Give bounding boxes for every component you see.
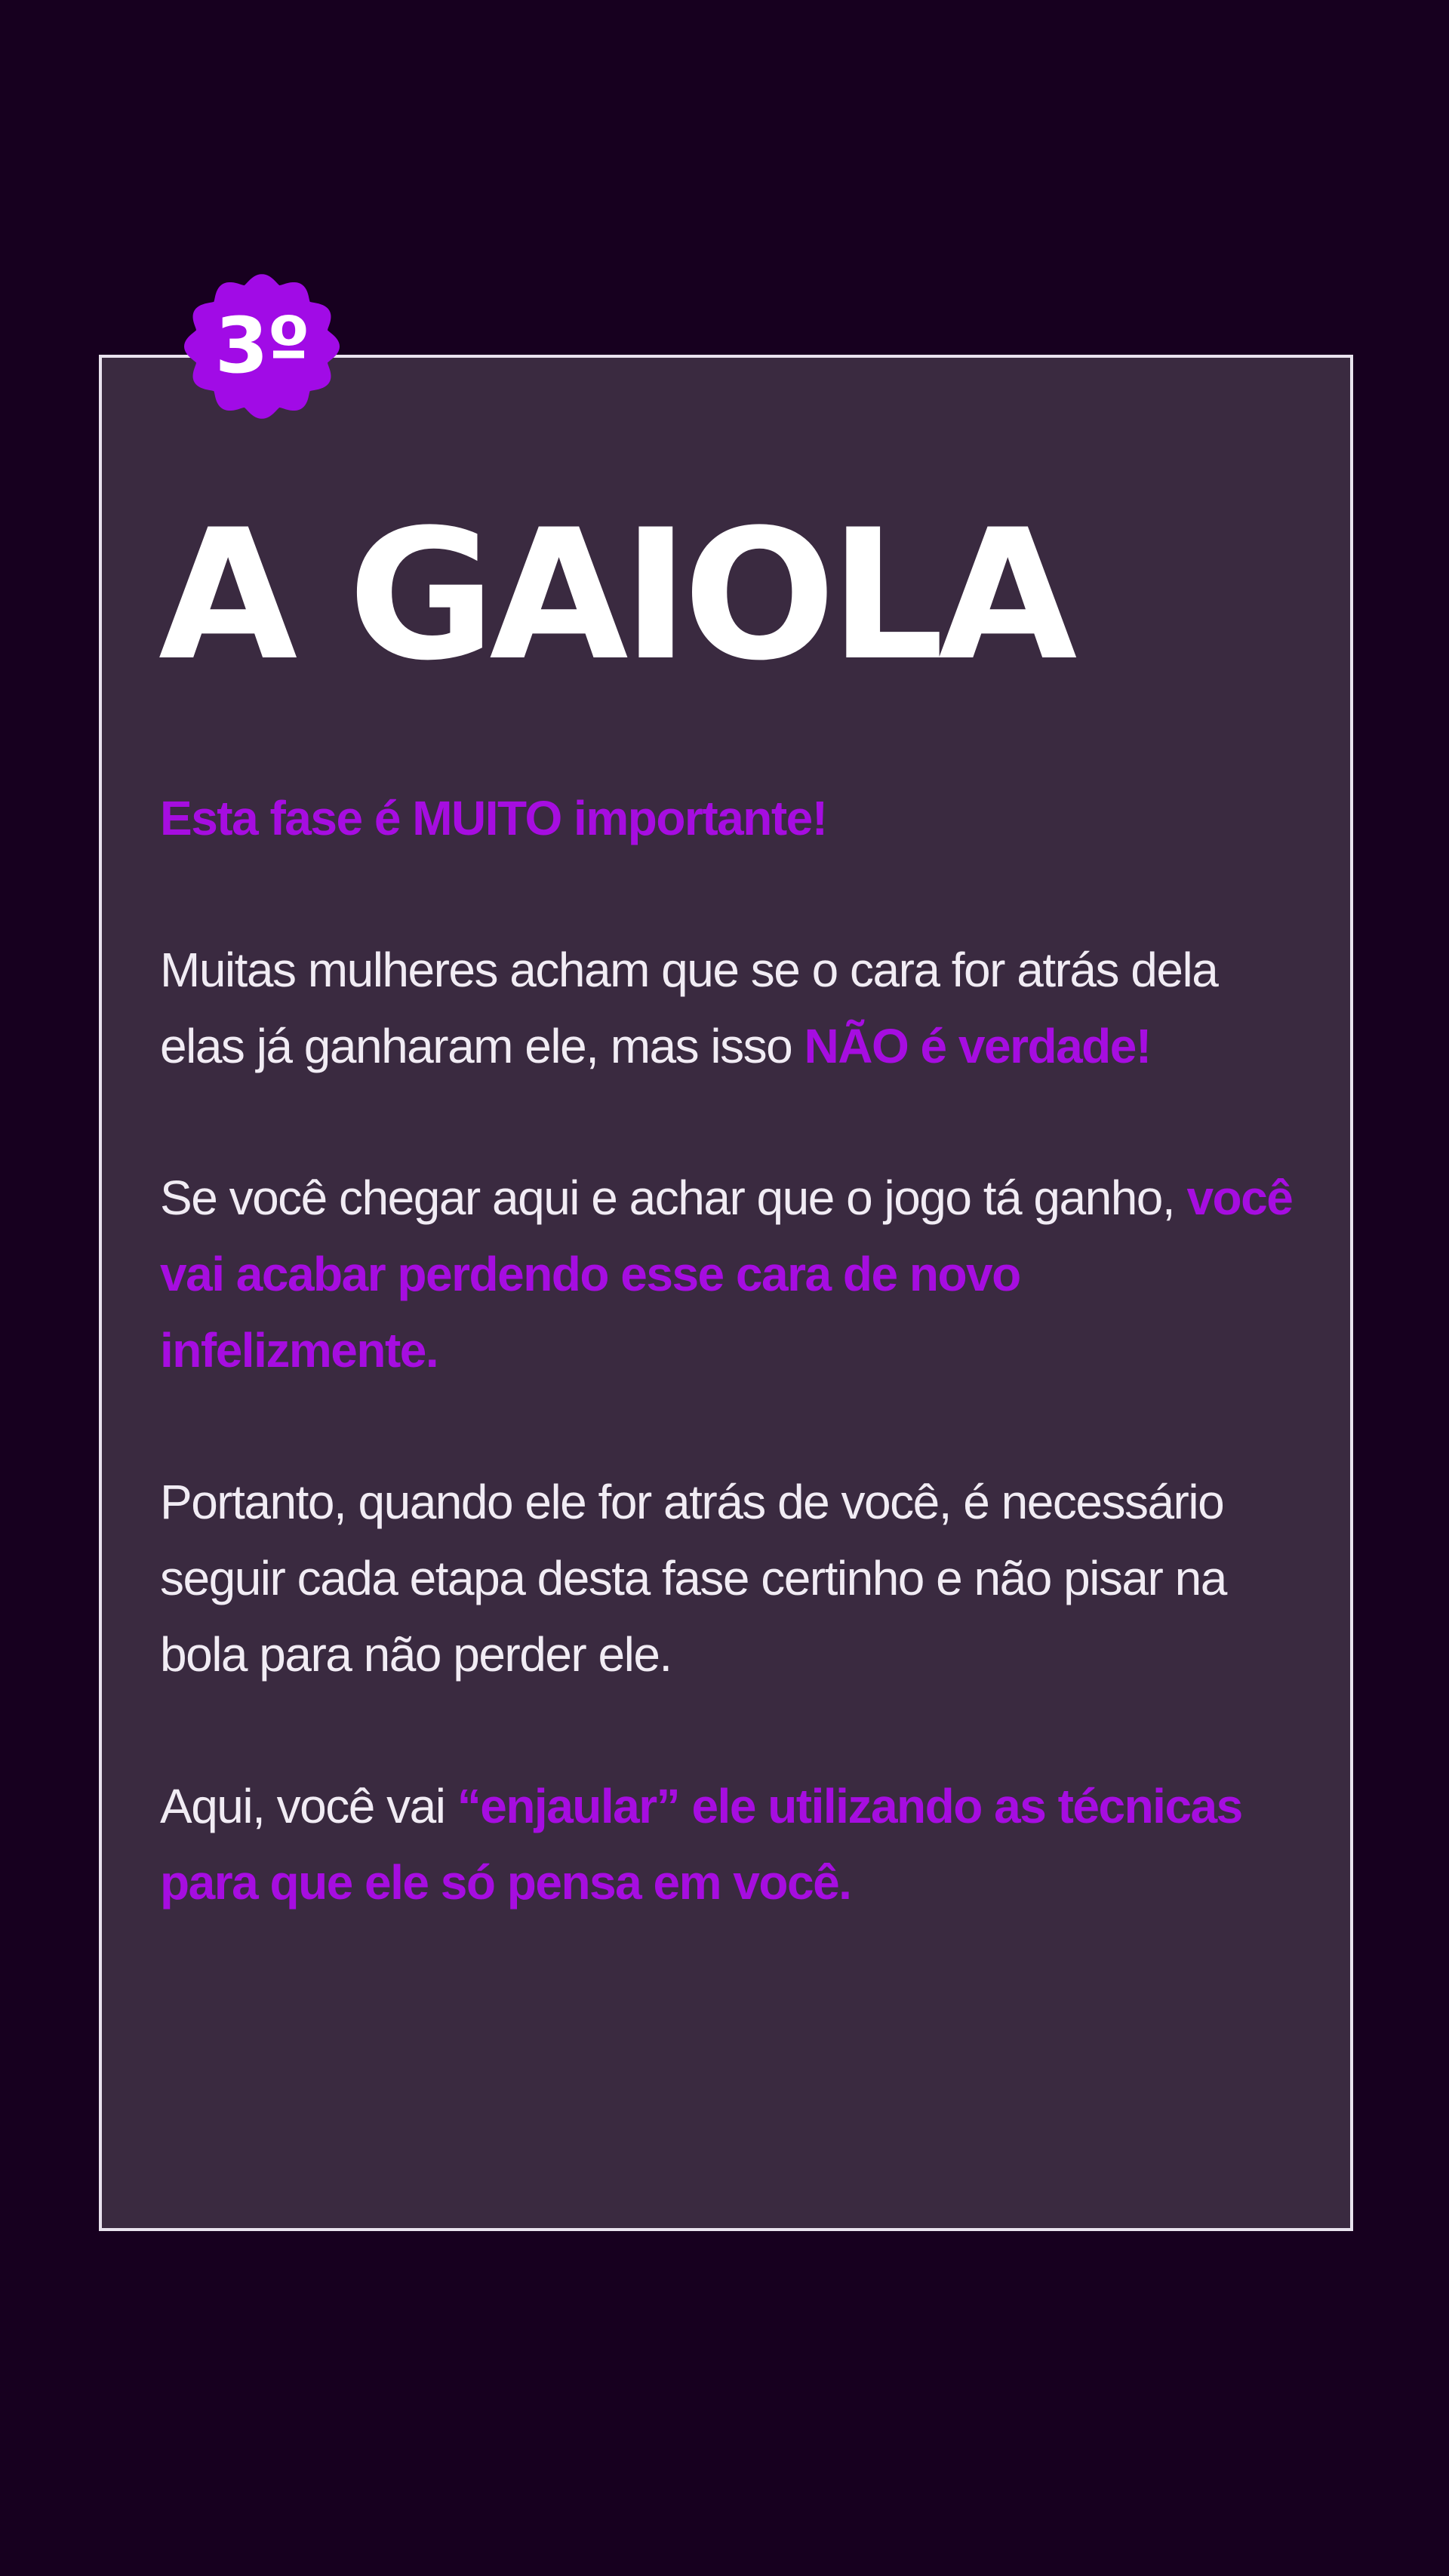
plain-text: Muitas mulheres acham que se o cara for atrás dela elas já ganharam ele, mas isso xyxy=(160,943,1218,1073)
plain-text: Portanto, quando ele for atrás de você, é necessário seguir cada etapa desta fase certinho e não pisar na bola para não perder ele. xyxy=(160,1475,1226,1682)
paragraph-2 xyxy=(160,932,1307,1085)
highlight-text: “enjaular” ele utilizando as técnicas para que ele só pensa em você. xyxy=(160,1779,1242,1910)
paragraph-1 xyxy=(160,780,1307,857)
body-text xyxy=(160,780,1307,1996)
paragraph-3 xyxy=(160,1160,1307,1389)
plain-text: Se você chegar aqui e achar que o jogo tá ganho, xyxy=(160,1171,1187,1225)
highlight-text: Esta fase é MUITO importante! xyxy=(160,791,827,845)
highlight-text: você vai acabar perdendo esse cara de novo infelizmente. xyxy=(160,1171,1293,1377)
step-badge xyxy=(175,266,349,426)
badge-label: 3º xyxy=(214,301,309,391)
plain-text: Aqui, você vai xyxy=(160,1779,457,1833)
paragraph-5 xyxy=(160,1768,1307,1921)
page-title: A GAIOLA xyxy=(158,491,1072,700)
highlight-text: NÃO é verdade! xyxy=(804,1019,1151,1073)
paragraph-4 xyxy=(160,1464,1307,1693)
